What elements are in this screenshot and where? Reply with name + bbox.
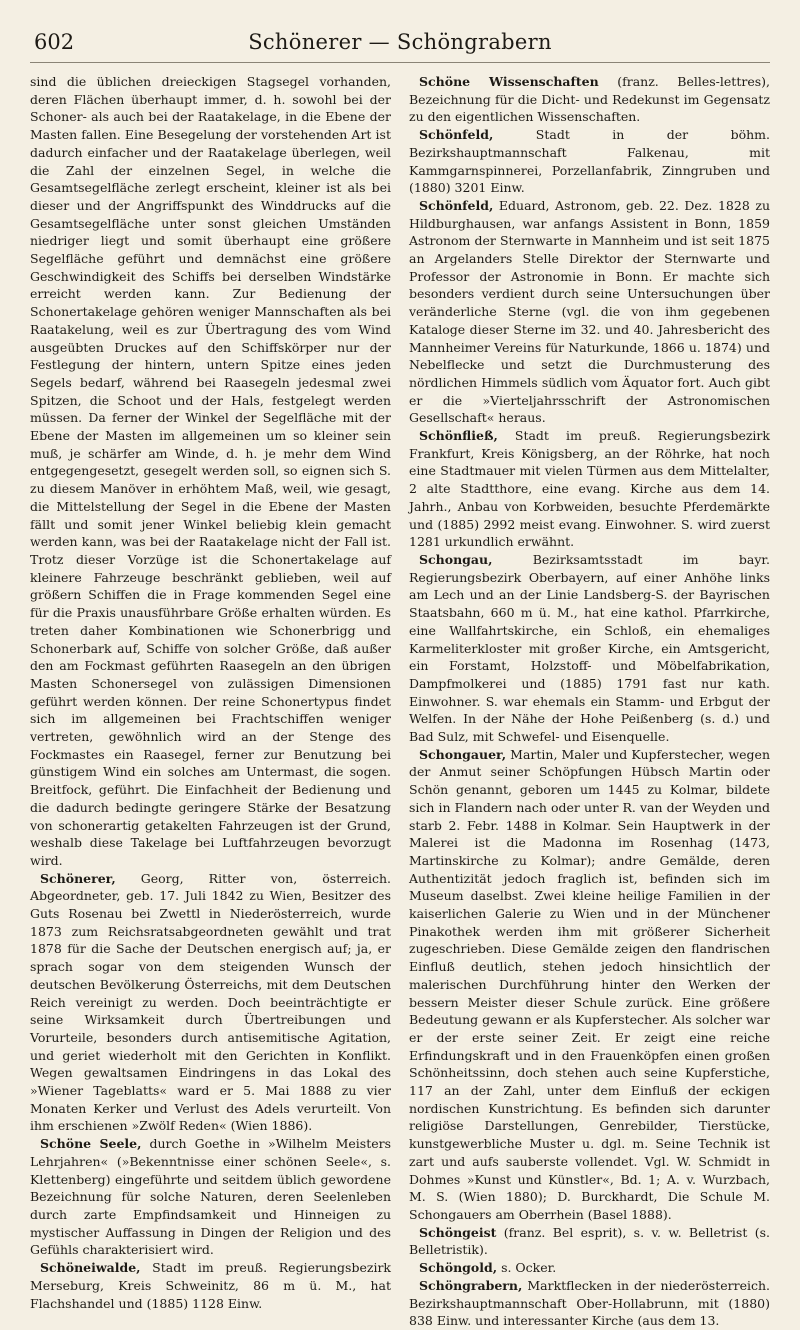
entry-schoengold — [409, 1259, 770, 1277]
entry-text: Bezirksamtsstadt im bayr. Regierungsbezirk Oberbayern, auf einer Anhöhe links am Lech und an der Linie Landsberg-S. der Bayrischen Staatsbahn, 660 m ü. M., hat eine kathol. Pfarrkirche, eine Wallfahrtskirche, ein Schloß, ein ehemaliges Karmeliterkloster mit großer Kirche, ein Amtsgericht, ein Forstamt, Holzstoff- und Möbelfabrikation, Dampfmolkerei und (1885) 1791 fast nur kath. Einwohner. S. war ehemals ein Stamm- und Erbgut der Welfen. In der Nähe der Hohe Peißenberg (s. d.) und Bad Sulz, mit Schwefel- und Eisenquelle. — [409, 551, 770, 745]
entry-lemma: Schönfeld, — [419, 127, 494, 143]
page-header — [30, 26, 770, 63]
entry-schoene-wissenschaften — [409, 73, 770, 126]
entry-lemma: Schönerer, — [40, 870, 116, 886]
entry-lemma: Schönfließ, — [419, 428, 498, 444]
entry-schoenfeld-eduard — [409, 197, 770, 427]
entry-text: Marktflecken in der niederösterreich. Bezirkshauptmannschaft Ober-Hollabrunn, mit (1880) 838 Einw. und interessanter Kirche (aus dem 13. — [409, 1277, 770, 1329]
entry-lemma: Schönfeld, — [419, 197, 494, 213]
text-columns — [30, 73, 770, 1330]
entry-text: (franz. Belles-lettres), Bezeichnung für die Dicht- und Redekunst im Gegensatz zu den eigentlichen Wissenschaften. — [409, 74, 770, 125]
entry-lemma: Schöneiwalde, — [40, 1260, 141, 1276]
entry-lemma: Schongauer, — [419, 746, 507, 762]
entry-text: Stadt im preuß. Regierungsbezirk Frankfurt, Kreis Königsberg, an der Röhrke, hat noch eine Stadtmauer mit vielen Türmen aus dem Mittelalter, 2 alte Stadtthore, eine evang. Kirche aus dem 14. Jahrh., Anbau von Korbweiden, besuchte Pferdemärkte und (1885) 2992 meist evang. Einwohner. S. wird zuerst 1281 urkundlich erwähnt. — [409, 428, 770, 550]
page-number: 602 — [34, 30, 75, 54]
entry-lemma: Schöngeist — [419, 1224, 497, 1240]
entry-text: Stadt im preuß. Regierungsbezirk Merseburg, Kreis Schweinitz, 86 m ü. M., hat Flachshandel und (1885) 1128 Einw. — [30, 1260, 391, 1311]
entry-text: durch Goethe in »Wilhelm Meisters Lehrjahren« (»Bekenntnisse einer schönen Seele«, s. Klettenberg) eingeführte und seitdem üblich gewordene Bezeichnung für solche Naturen, deren Seelenleben durch zarte Empfindsamkeit und Hinneigen zu mystischer Auffassung in Dingen der Religion und des Gefühls charakterisiert wird. — [30, 1136, 392, 1258]
entry-lemma: Schongau, — [419, 551, 493, 567]
right-column — [409, 73, 770, 1330]
entry-text: sind die üblichen dreieckigen Stagsegel vorhanden, deren Flächen überhaupt immer, d. h. sowohl bei der Schoner- als auch bei der Raatakelage, in die Ebene der Masten fallen. Eine Besegelung der vorstehenden Art ist dadurch einfacher und der Raatakelage überlegen, weil die Zahl der einzelnen Segel, in welche die Gesamtsegelfläche zerlegt erscheint, kleiner ist als bei dieser und der Angriffspunkt des Winddrucks auf die Gesamtsegelfläche unter sonst gleichen Umständen niedriger liegt und somit überhaupt eine größere Segelfläche geführt und demnächst eine größere Geschwindigkeit des Schiffs bei derselben Windstärke erreicht werden kann. Zur Bedienung der Schonertakelage gehören weniger Mannschaften als bei Raatakelung, weil es zur Übertragung des vom Wind ausgeübten Druckes auf den Schiffskörper nur der Festlegung der hintern, untern Spitze eines jeden Segels bedarf, während bei Raasegeln jedesmal zwei Spitzen, die Schoot und der Hals, festgelegt werden müssen. Da ferner der Winkel der Segelfläche mit der Ebene der Masten im allgemeinen um so kleiner sein muß, je schärfer am Winde, d. h. je mehr dem Wind entgegengesetzt, gesegelt werden soll, so eignen sich S. zu diesem Manöver in erhöhtem Maß, weil, wie gesagt, die Mittelstellung der Segel in die Ebene der Masten fällt und somit jener Winkel beliebig klein gemacht werden kann, was bei der Raatakelage nicht der Fall ist. Trotz dieser Vorzüge ist die Schonertakelage auf kleinere Fahrzeuge beschränkt geblieben, weil auf größern Schiffen die in Frage kommenden Segel eine für die Praxis unausführbare Größe erhalten würden. Es treten daher Kombinationen wie Schonerbrigg und Schonerbark auf, Schiffe von solcher Größe, daß außer den am Fockmast geführten Raasegeln an den übrigen Masten Schonersegel von zulässigen Dimensionen geführt werden können. Der reine Schonertypus findet sich im allgemeinen bei Frachtschiffen weniger vertreten, gewöhnlich wird an der Stenge des Fockmastes ein Raasegel, ferner zur Benutzung bei günstigem Wind ein solches am Untermast, die sogen. Breitfock, geführt. Die Einfachheit der Bedienung und die dadurch bedingte geringere Stärke der Besatzung von schonerartig getakelten Fahrzeugen ist der Grund, weshalb diese Takelage bei Luftfahrzeugen bevorzugt wird. — [30, 74, 391, 868]
entry-schongau — [409, 551, 770, 746]
entry-schoengeist — [409, 1224, 770, 1259]
entry-schoenerer — [30, 870, 391, 1136]
entry-schoeneiwalde — [30, 1259, 391, 1312]
entry-text: s. Ocker. — [501, 1260, 557, 1276]
entry-text: Stadt in der böhm. Bezirkshauptmannschaft Falkenau, mit Kammgarnspinnerei, Porzellanfabrik, Zinngruben und (1880) 3201 Einw. — [409, 127, 770, 196]
entry-lemma: Schöngold, — [419, 1260, 498, 1276]
entry-text: Georg, Ritter von, österreich. Abgeordneter, geb. 17. Juli 1842 zu Wien, Besitzer des Guts Rosenau bei Zwettl in Niederösterreich, wurde 1873 zum Reichsratsabgeordneten gewählt und trat 1878 für die Sache der Deutschen energisch auf; ja, er sprach sogar von dem steigenden Wunsch der deutschen Bevölkerung Österreichs, mit dem Deutschen Reich vereinigt zu werden. Doch beeinträchtigte er seine Wirksamkeit durch Übertreibungen und Vorurteile, besonders durch antisemitische Agitation, und geriet wiederholt mit den Gerichten in Konflikt. Wegen gewaltsamen Eindringens in das Lokal des »Wiener Tageblatts« ward er 5. Mai 1888 zu vier Monaten Kerker und Verlust des Adels verurteilt. Von ihm erschienen »Zwölf Reden« (Wien 1886). — [30, 870, 391, 1134]
entry-schongauer — [409, 746, 770, 1224]
entry-text: Eduard, Astronom, geb. 22. Dez. 1828 zu Hildburghausen, war anfangs Assistent in Bonn, 1859 Astronom der Sternwarte in Mannheim und ist seit 1875 an Argelanders Stelle Direktor der Sternwarte und Professor der Astronomie in Bonn. Er machte sich besonders verdient durch seine Untersuchungen über veränderliche Sterne (vgl. die von ihm gegebenen Kataloge dieser Sterne im 32. und 40. Jahresbericht des Mannheimer Vereins für Naturkunde, 1866 u. 1874) und Nebelflecke und setzt die Durchmusterung des nördlichen Himmels südlich vom Äquator fort. Auch gibt er die »Vierteljahrsschrift der Astronomischen Gesellschaft« heraus. — [409, 197, 770, 426]
left-column — [30, 73, 391, 1330]
entry-lemma: Schöngrabern, — [419, 1277, 523, 1293]
entry-text: (franz. Bel esprit), s. v. w. Belletrist (s. Belletristik). — [409, 1224, 770, 1258]
entry-schoene-seele — [30, 1135, 391, 1259]
entry-lemma: Schöne Seele, — [40, 1136, 142, 1152]
entry-continuation — [30, 73, 391, 870]
entry-schoenfliess — [409, 427, 770, 551]
entry-schoengrabern — [409, 1277, 770, 1330]
entry-text: Martin, Maler und Kupferstecher, wegen der Anmut seiner Schöpfungen Hübsch Martin oder Schön genannt, geboren um 1445 zu Kolmar, bildete sich in Flandern nach oder unter R. van der Weyden und starb 2. Febr. 1488 in Kolmar. Sein Hauptwerk in der Malerei ist die Madonna im Rosenhag (1473, Martinskirche zu Kolmar); andre Gemälde, deren Authentizität jedoch fraglich ist, befinden sich im Museum daselbst. Zwei kleine heilige Familien in der kaiserlichen Galerie zu Wien und in der Münchener Pinakothek werden ihm mit größerer Sicherheit zugeschrieben. Diese Gemälde zeigen den flandrischen Einfluß deutlich, stehen jedoch hinsichtlich der malerischen Durchführung hinter den Werken der bessern Meister dieser Schule zurück. Eine größere Bedeutung gewann er als Kupferstecher. Als solcher war er der erste seiner Zeit. Er zeigt eine reiche Erfindungskraft und in den Frauenköpfen einen großen Schönheitssinn, doch stehen auch seine Kupferstiche, 117 an der Zahl, unter dem Einfluß der eckigen nordischen Kunstrichtung. Es befinden sich darunter religiöse Darstellungen, Genrebilder, Tierstücke, kunstgewerbliche Muster u. dgl. m. Seine Technik ist zart und aufs sauberste vollendet. Vgl. W. Schmidt in Dohmes »Kunst und Künstler«, Bd. 1; A. v. Wurzbach, M. S. (Wien 1880); D. Burckhardt, Die Schule M. Schongauers am Oberrhein (Basel 1888). — [409, 746, 770, 1222]
entry-lemma: Schöne Wissenschaften — [419, 74, 599, 89]
running-title: Schönerer — Schöngrabern — [248, 30, 552, 54]
entry-schoenfeld-stadt — [409, 126, 770, 197]
